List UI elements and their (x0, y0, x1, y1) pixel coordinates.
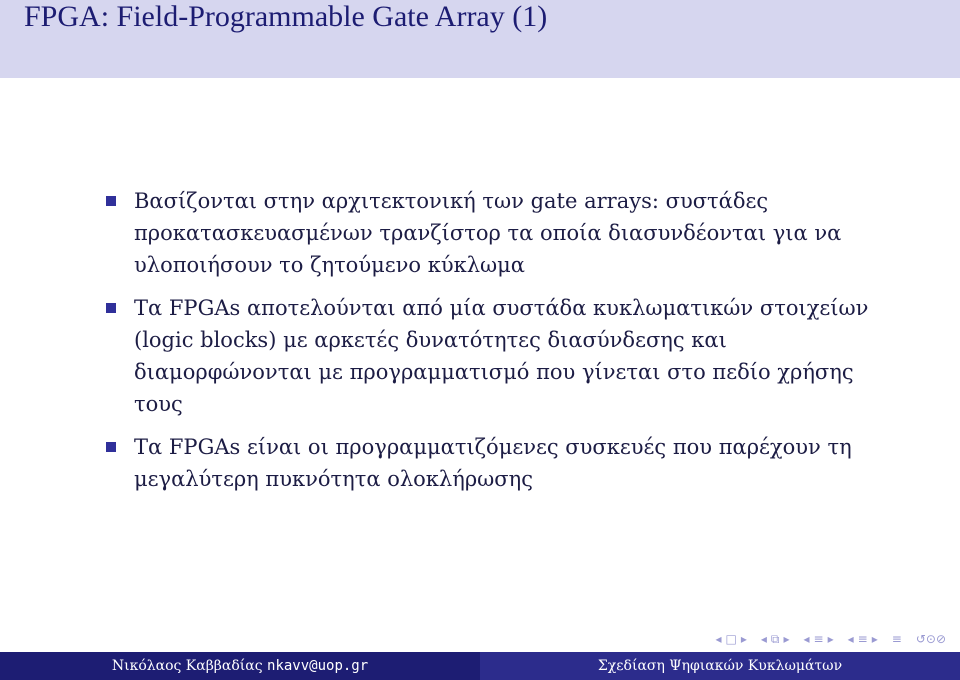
nav-frame-prev-icon[interactable]: ◂ (715, 632, 722, 646)
bullet-square-icon (106, 196, 116, 206)
slide-title: FPGA: Field-Programmable Gate Array (1) (24, 0, 548, 33)
nav-part-next-icon[interactable]: ▸ (871, 632, 878, 646)
bullet-text: Βασίζονται στην αρχιτεκτονική των gate arrays: συστάδες προκατασκευασμένων τρανζίστορ τα οποία διασυνδέονται για να υλοποιήσουν το ζητούμενο κύκλωμα (134, 189, 842, 277)
nav-subsection-icon: ⧉ (770, 632, 780, 646)
footer-course: Σχεδίαση Ψηφιακών Κυκλωμάτων (480, 652, 960, 680)
nav-part-icon: ≡ (857, 632, 868, 646)
bullet-text: Τα FPGAs είναι οι προγραμματιζόμενες συσκευές που παρέχουν τη μεγαλύτερη πυκνότητα ολοκλήρωσης (134, 435, 852, 491)
nav-frame-icon: □ (725, 632, 737, 646)
footer-author-block (0, 652, 480, 680)
beamer-navigation (715, 630, 946, 648)
title-bar (0, 0, 960, 78)
nav-section-icon: ≡ (813, 632, 824, 646)
nav-frame-next-icon[interactable]: ▸ (740, 632, 747, 646)
footer (0, 652, 960, 680)
bullet-list (104, 185, 904, 506)
bullet-item (104, 292, 904, 420)
nav-section-next-icon[interactable]: ▸ (827, 632, 834, 646)
bullet-square-icon (106, 303, 116, 313)
footer-author: Νικόλαος Καββαδίας (111, 658, 263, 674)
nav-subsection-prev-icon[interactable]: ◂ (760, 632, 767, 646)
bullet-item (104, 431, 904, 495)
footer-email: nkavv@uop.gr (267, 658, 369, 674)
bullet-square-icon (106, 442, 116, 452)
bullet-item (104, 185, 904, 281)
nav-document-icon[interactable]: ≡ (891, 632, 902, 646)
nav-subsection-next-icon[interactable]: ▸ (783, 632, 790, 646)
nav-section-prev-icon[interactable]: ◂ (803, 632, 810, 646)
nav-part-prev-icon[interactable]: ◂ (847, 632, 854, 646)
nav-search-icon[interactable]: ↺⊙⊘ (915, 632, 946, 646)
bullet-text: Τα FPGAs αποτελούνται από μία συστάδα κυκλωματικών στοιχείων (logic blocks) με αρκετές δυνατότητες διασύνδεσης και διαμορφώνονται με προγραμματισμό που γίνεται στο πεδίο χρήσης τους (134, 296, 869, 416)
